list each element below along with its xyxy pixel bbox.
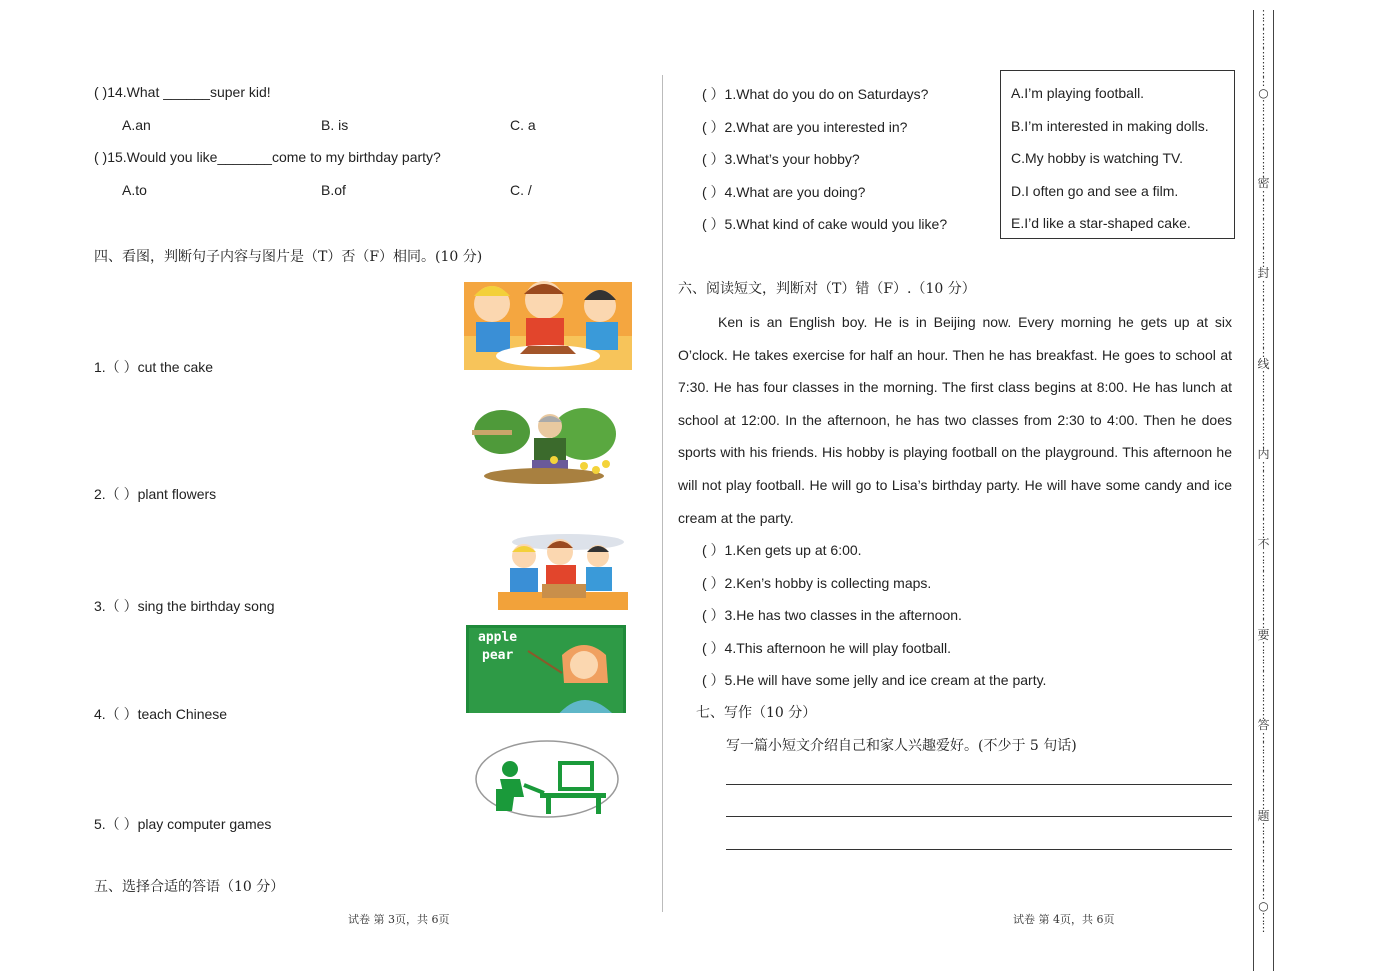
binding-dot: ⋮ bbox=[1258, 8, 1269, 21]
binding-char: ○ bbox=[1258, 898, 1269, 913]
binding-dot: ⋮ bbox=[1258, 369, 1269, 383]
binding-dot: ⋮ bbox=[1258, 188, 1269, 202]
binding-dot: ⋮ bbox=[1258, 27, 1269, 41]
picture-item-4: 4.（ ）teach Chinese bbox=[94, 706, 228, 722]
binding-dot: ⋮ bbox=[1258, 730, 1269, 744]
binding-char: 题 bbox=[1257, 808, 1270, 823]
binding-dot: ⋮ bbox=[1258, 459, 1269, 473]
tf-item-1: ( ）1.Ken gets up at 6:00. bbox=[702, 542, 862, 558]
binding-dot: ⋮ bbox=[1258, 75, 1269, 89]
binding-dot: ⋮ bbox=[1258, 255, 1269, 269]
kids-eating-cake-image bbox=[464, 276, 632, 370]
binding-dot: ⋮ bbox=[1258, 650, 1269, 663]
tf-item-5: ( ）5.He will have some jelly and ice cream at the party. bbox=[702, 672, 1047, 688]
binding-dot: ⋮ bbox=[1258, 569, 1269, 583]
binding-dot: ⋮ bbox=[1258, 617, 1269, 631]
binding-dot: ⋮ bbox=[1258, 788, 1269, 802]
binding-dot: ⋮ bbox=[1258, 378, 1269, 392]
q14-stem: ( )14.What ______super kid! bbox=[94, 84, 271, 100]
page-footer-right: 试卷 第 4页，共 6页 bbox=[1013, 913, 1115, 926]
picture-item-1: 1.（ ）cut the cake bbox=[94, 359, 214, 375]
binding-dot: ⋮ bbox=[1258, 588, 1269, 602]
binding-dot: ⋮ bbox=[1258, 198, 1269, 212]
q15-option-a: A.to bbox=[122, 182, 147, 198]
binding-dot: ⋮ bbox=[1258, 550, 1269, 564]
column-divider bbox=[662, 75, 663, 912]
answer-option-a: A.I’m playing football. bbox=[1011, 85, 1145, 101]
binding-dot: ⋮ bbox=[1258, 317, 1269, 331]
q15-option-c: C. / bbox=[510, 182, 532, 198]
binding-char: 要 bbox=[1257, 627, 1270, 642]
binding-dot: ⋮ bbox=[1258, 507, 1269, 521]
q15-stem: ( )15.Would you like_______come to my birthday party? bbox=[94, 149, 441, 165]
picture-item-5: 5.（ ）play computer games bbox=[94, 816, 272, 832]
binding-dot: ⋮ bbox=[1258, 707, 1269, 721]
binding-dot: ⋮ bbox=[1258, 117, 1269, 131]
binding-dot: ⋮ bbox=[1258, 878, 1269, 892]
binding-dot: ⋮ bbox=[1258, 279, 1269, 293]
writing-line-3 bbox=[726, 849, 1232, 850]
binding-dot: ⋮ bbox=[1258, 678, 1269, 692]
binding-dot: ⋮ bbox=[1258, 778, 1269, 792]
tf-item-3: ( ）3.He has two classes in the afternoon. bbox=[702, 607, 962, 623]
binding-dot: ⋮ bbox=[1258, 165, 1269, 179]
match-question-5: ( ）5.What kind of cake would you like? bbox=[702, 216, 948, 232]
blackboard-word-apple: apple bbox=[478, 630, 518, 645]
binding-dot: ⋮ bbox=[1258, 911, 1269, 925]
q14-option-a: A.an bbox=[122, 117, 151, 133]
binding-dot: ⋮ bbox=[1258, 688, 1269, 702]
binding-dot: ⋮ bbox=[1258, 55, 1269, 69]
binding-dot: ⋮ bbox=[1258, 426, 1269, 440]
binding-dot: ⋮ bbox=[1258, 155, 1269, 169]
section5-title: 五、选择合适的答语（10 分） bbox=[94, 879, 285, 895]
binding-char: 密 bbox=[1257, 176, 1270, 191]
writing-line-1 bbox=[726, 784, 1232, 785]
binding-dot: ⋮ bbox=[1258, 227, 1269, 241]
binding-dot: ⋮ bbox=[1258, 207, 1269, 221]
binding-dot: ⋮ bbox=[1258, 107, 1269, 121]
binding-char: 封 bbox=[1257, 266, 1270, 281]
binding-dot: ⋮ bbox=[1258, 869, 1269, 883]
binding-dot: ⋮ bbox=[1258, 859, 1269, 873]
binding-dot: ⋮ bbox=[1258, 346, 1269, 360]
binding-dot: ⋮ bbox=[1258, 517, 1269, 531]
binding-dot: ⋮ bbox=[1258, 830, 1269, 844]
match-question-3: ( ）3.What’s your hobby? bbox=[702, 151, 860, 167]
binding-dot: ⋮ bbox=[1258, 307, 1269, 321]
answer-option-e: E.I’d like a star-shaped cake. bbox=[1011, 215, 1191, 231]
binding-strip-content bbox=[1254, 10, 1273, 971]
binding-dot: ⋮ bbox=[1258, 46, 1269, 60]
binding-dot: ⋮ bbox=[1258, 98, 1269, 112]
section4-title: 四、看图，判断句子内容与图片是（T）否（F）相同。(10 分) bbox=[94, 249, 483, 265]
section6-title: 六、阅读短文，判断对（T）错（F）.（10 分） bbox=[678, 281, 976, 297]
binding-dot: ⋮ bbox=[1258, 498, 1269, 512]
reading-passage: Ken is an English boy. He is in Beijing now. Every morning he gets up at six O’clock. He takes exercise for half an hour. Then he has breakfast. He goes to school at 7:30. He has four classes in the morning. The first class begins at 8:00. He has lunch at school at 12:00. In the afternoon, he has two classes from 2:30 to 4:00. Then he does sports with his friends. His hobby is playing football on the playground. This afternoon he will not play football. He will go to Lisa’s birthday party. He will have some candy and ice cream at the party. bbox=[678, 314, 1232, 526]
binding-dot: ⋮ bbox=[1258, 336, 1269, 350]
binding-dot: ⋮ bbox=[1258, 559, 1269, 573]
binding-dot: ⋮ bbox=[1258, 388, 1269, 402]
binding-dot: ⋮ bbox=[1258, 759, 1269, 773]
binding-dot: ⋮ bbox=[1258, 526, 1269, 540]
binding-dot: ⋮ bbox=[1258, 578, 1269, 592]
binding-dot: ⋮ bbox=[1258, 217, 1269, 231]
binding-strip bbox=[1253, 10, 1274, 971]
binding-char: 线 bbox=[1257, 356, 1270, 371]
binding-dot: ⋮ bbox=[1258, 769, 1269, 783]
binding-dot: ⋮ bbox=[1258, 236, 1269, 250]
q14-option-b: B. is bbox=[321, 117, 349, 133]
birthday-song-image bbox=[498, 532, 628, 610]
binding-dot: ⋮ bbox=[1258, 840, 1269, 854]
match-question-1: ( ）1.What do you do on Saturdays? bbox=[702, 86, 929, 102]
binding-dot: ⋮ bbox=[1258, 298, 1269, 312]
picture-item-3: 3.（ ）sing the birthday song bbox=[94, 598, 275, 614]
binding-dot: ⋮ bbox=[1258, 640, 1269, 654]
match-question-2: ( ）2.What are you interested in? bbox=[702, 119, 908, 135]
binding-char: 答 bbox=[1257, 718, 1270, 733]
section7-title: 七、写作（10 分） bbox=[696, 705, 817, 721]
binding-dot: ⋮ bbox=[1258, 65, 1269, 79]
writing-prompt: 写一篇小短文介绍自己和家人兴趣爱好。(不少于 5 句话) bbox=[726, 738, 1077, 754]
tf-item-2: ( ）2.Ken’s hobby is collecting maps. bbox=[702, 575, 932, 591]
binding-dot: ⋮ bbox=[1258, 398, 1269, 412]
binding-dot: ⋮ bbox=[1258, 849, 1269, 863]
binding-dot: ⋮ bbox=[1258, 478, 1269, 492]
answer-option-c: C.My hobby is watching TV. bbox=[1011, 150, 1183, 166]
teacher-blackboard-image bbox=[466, 625, 626, 717]
computer-games-image bbox=[474, 739, 620, 819]
binding-dot: ⋮ bbox=[1258, 246, 1269, 260]
binding-dot: ⋮ bbox=[1258, 127, 1269, 141]
planting-flowers-image bbox=[472, 404, 617, 486]
binding-dot: ⋮ bbox=[1258, 469, 1269, 483]
tf-item-4: ( ）4.This afternoon he will play football. bbox=[702, 640, 952, 656]
match-question-4: ( ）4.What are you doing? bbox=[702, 184, 866, 200]
binding-dot: ⋮ bbox=[1258, 288, 1269, 302]
binding-dot: ⋮ bbox=[1258, 17, 1269, 31]
q15-option-b: B.of bbox=[321, 182, 346, 198]
binding-dot: ⋮ bbox=[1258, 146, 1269, 160]
blackboard-word-pear: pear bbox=[482, 648, 514, 663]
binding-dot: ⋮ bbox=[1258, 36, 1269, 50]
binding-dot: ⋮ bbox=[1258, 921, 1269, 935]
binding-dot: ⋮ bbox=[1258, 417, 1269, 431]
binding-char: 不 bbox=[1257, 537, 1270, 552]
binding-dot: ⋮ bbox=[1258, 749, 1269, 763]
binding-dot: ⋮ bbox=[1258, 697, 1269, 711]
binding-dot: ⋮ bbox=[1258, 669, 1269, 683]
binding-dot: ⋮ bbox=[1258, 821, 1269, 835]
binding-char: 内 bbox=[1257, 447, 1270, 462]
q14-option-c: C. a bbox=[510, 117, 536, 133]
binding-dot: ⋮ bbox=[1258, 888, 1269, 902]
binding-char: ○ bbox=[1258, 85, 1269, 100]
answer-option-d: D.I often go and see a film. bbox=[1011, 183, 1179, 199]
binding-dot: ⋮ bbox=[1258, 436, 1269, 450]
writing-line-2 bbox=[726, 816, 1232, 817]
answer-option-b: B.I’m interested in making dolls. bbox=[1011, 118, 1209, 134]
binding-dot: ⋮ bbox=[1258, 488, 1269, 502]
binding-dot: ⋮ bbox=[1258, 327, 1269, 340]
answer-options-box bbox=[1000, 70, 1235, 239]
binding-dot: ⋮ bbox=[1258, 797, 1269, 811]
picture-item-2: 2.（ ）plant flowers bbox=[94, 486, 217, 502]
binding-dot: ⋮ bbox=[1258, 659, 1269, 673]
binding-dot: ⋮ bbox=[1258, 407, 1269, 421]
binding-dot: ⋮ bbox=[1258, 740, 1269, 754]
binding-dot: ⋮ bbox=[1258, 598, 1269, 612]
binding-dot: ⋮ bbox=[1258, 607, 1269, 621]
page-footer-left: 试卷 第 3页，共 6页 bbox=[348, 913, 450, 926]
binding-dot: ⋮ bbox=[1258, 136, 1269, 150]
